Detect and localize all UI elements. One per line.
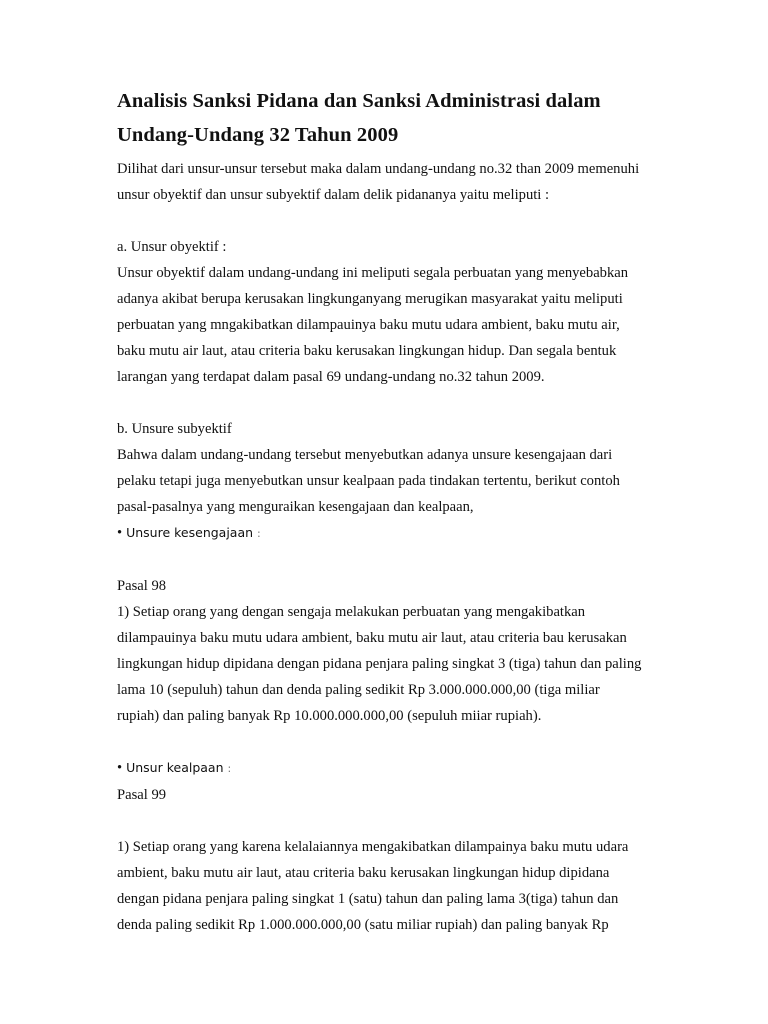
bullet-kealpaan [117,755,677,782]
paragraph-gap [117,208,677,234]
bullet-dot: • [117,525,123,541]
section-b-heading: b. Unsure subyektif [117,421,232,437]
paragraph-gap [117,729,677,755]
paragraph-gap [117,547,677,573]
intro-line-2: unsur obyektif dan unsur subyektif dalam delik pidananya yaitu meliputi : [117,187,550,203]
pasal-98-line-5: rupiah) dan paling banyak Rp 10.000.000.000,00 (sepuluh miiar rupiah). [117,708,542,724]
intro-line-1: Dilihat dari unsur-unsur tersebut maka dalam undang-undang no.32 than 2009 memenuhi [117,161,640,177]
pasal-98-line-2: dilampauinya baku mutu udara ambient, baku mutu air laut, atau criteria bau kerusakan [117,630,627,646]
pasal-98-line-4: lama 10 (sepuluh) tahun dan denda paling sedikit Rp 3.000.000.000,00 (tiga miliar [117,682,600,698]
section-b-line-1: Bahwa dalam undang-undang tersebut menyebutkan adanya unsure kesengajaan dari [117,447,613,463]
section-a-line-4: baku mutu air laut, atau criteria baku kerusakan lingkungan hidup. Dan segala bentuk [117,343,617,359]
bullet-text: Unsur kealpaan [126,760,224,775]
paragraph-gap [117,390,677,416]
document-title [117,84,677,152]
pasal-99-line-3: dengan pidana penjara paling singkat 1 (satu) tahun dan paling lama 3(tiga) tahun dan [117,891,619,907]
document-page [117,84,677,938]
pasal-99-heading: Pasal 99 [117,787,167,803]
pasal-99-line-4: denda paling sedikit Rp 1.000.000.000,00 (satu miliar rupiah) dan paling banyak Rp [117,917,609,933]
section-b-line-2: pelaku tetapi juga menyebutkan unsur kealpaan pada tindakan tertentu, berikut contoh [117,473,620,489]
bullet-colon: : [257,527,261,540]
section-a-line-5: larangan yang terdapat dalam pasal 69 undang-undang no.32 tahun 2009. [117,369,545,385]
section-a-line-1: Unsur obyektif dalam undang-undang ini meliputi segala perbuatan yang menyebabkan [117,265,629,281]
section-b-line-3: pasal-pasalnya yang menguraikan kesengajaan dan kealpaan, [117,499,474,515]
pasal-99-line-1: 1) Setiap orang yang karena kelalaiannya mengakibatkan dilampainya baku mutu udara [117,839,629,855]
section-a-heading: a. Unsur obyektif : [117,239,227,255]
bullet-dot: • [117,760,123,776]
document-title-line-2: Undang-Undang 32 Tahun 2009 [117,124,399,146]
document-title-line-1: Analisis Sanksi Pidana dan Sanksi Administrasi dalam [117,90,601,112]
pasal-98-heading: Pasal 98 [117,578,167,594]
section-a-line-3: perbuatan yang mngakibatkan dilampauinya baku mutu udara ambient, baku mutu air, [117,317,620,333]
section-a-line-2: adanya akibat berupa kerusakan lingkunganyang merugikan masyarakat yaitu meliputi [117,291,623,307]
bullet-kesengajaan [117,520,677,547]
pasal-99-line-2: ambient, baku mutu air laut, atau criteria baku kerusakan lingkungan hidup dipidana [117,865,610,881]
bullet-text: Unsure kesengajaan [126,525,254,540]
pasal-98-line-3: lingkungan hidup dipidana dengan pidana penjara paling singkat 3 (tiga) tahun dan paling [117,656,642,672]
paragraph-gap [117,808,677,834]
pasal-98-line-1: 1) Setiap orang yang dengan sengaja melakukan perbuatan yang mengakibatkan [117,604,586,620]
bullet-colon: : [227,762,232,775]
